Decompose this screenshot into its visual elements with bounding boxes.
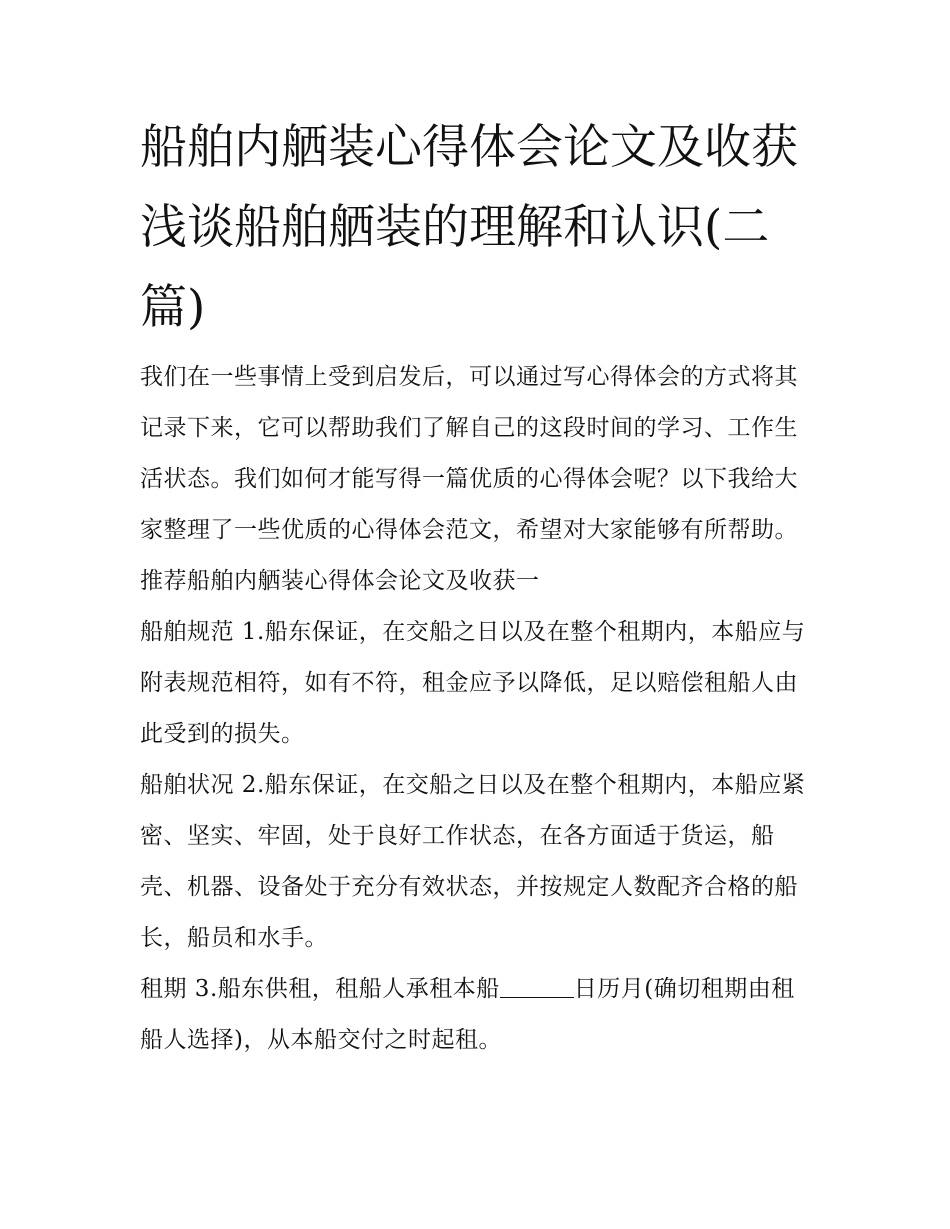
lease-text-after-blank: 日历月(确切租期由租船人选择)，从本船交付之时起租。 xyxy=(140,976,795,1053)
document-page xyxy=(140,108,815,1066)
intro-paragraph: 我们在一些事情上受到启发后，可以通过写心得体会的方式将其记录下来，它可以帮助我们了解自己的这段时间的学习、工作生活状态。我们如何才能写得一篇优质的心得体会呢？以下我给大家整理了一些优质的心得体会范文，希望对大家能够有所帮助。 xyxy=(140,364,798,543)
lease-text-before-blank: 租期 3.船东供租，租船人承租本船 xyxy=(140,976,500,1002)
clause-ship-specification: 船舶规范 1.船东保证，在交船之日以及在整个租期内，本船应与附表规范相符，如有不符，租金应予以降低，足以赔偿租船人由此受到的损失。 xyxy=(140,619,806,747)
clause-ship-condition: 船舶状况 2.船东保证，在交船之日以及在整个租期内，本船应紧密、坚实、牢固，处于良好工作状态，在各方面适于货运，船壳、机器、设备处于充分有效状态，并按规定人数配齐合格的船长，船员和水手。 xyxy=(140,772,806,951)
clause-lease-period xyxy=(140,964,815,1066)
document-title: 船舶内舾装心得体会论文及收获 浅谈船舶舾装的理解和认识(二篇) xyxy=(140,120,798,335)
fill-in-blank xyxy=(500,974,574,998)
section-heading: 推荐船舶内舾装心得体会论文及收获一 xyxy=(140,568,540,594)
